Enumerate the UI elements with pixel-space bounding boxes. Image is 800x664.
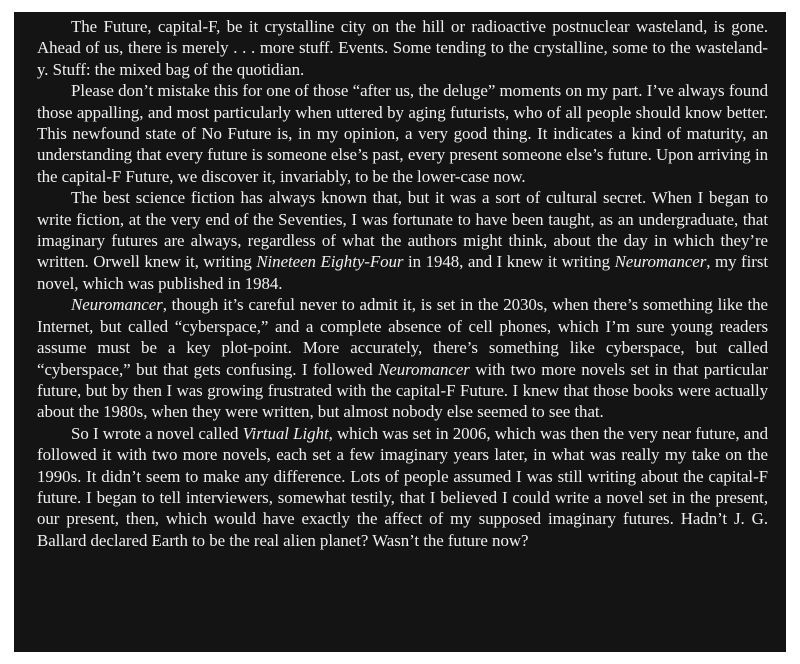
paragraph-text: So I wrote a novel called xyxy=(71,423,243,443)
italic-title-text: Neuromancer xyxy=(614,252,707,272)
italic-title-text: Nineteen Eighty-Four xyxy=(256,252,404,272)
paragraph-text: The Future, capital-F, be it crystalline city on the hill or radioactive postnuclear wasteland, is gone. Ahead of us, there is merely . . . more stuff. Events. Some tending to the crystalline, some to the wasteland-y. Stuff: the mixed bag of the quotidian. xyxy=(37,17,768,79)
paragraph-text: , which was set in 2006, which was then the very near future, and followed it with two more novels, each set a few imaginary years later, in what was really my take on the 1990s. It didn’t seem to make any difference. Lots of people assumed I was still writing about the capital-F future. I began to tell interviewers, somewhat testily, that I believed I could write a novel set in the present, our present, then, which would have exactly the affect of my supposed imaginary futures. Hadn’t J. G. Ballard declared Earth to be the real alien planet? Wasn’t the future now? xyxy=(37,423,768,550)
italic-title-text: Virtual Light xyxy=(242,423,329,443)
italic-title-text: Neuromancer xyxy=(378,359,470,379)
document-page xyxy=(14,12,786,652)
italic-title-text: Neuromancer xyxy=(71,295,163,315)
document-body xyxy=(37,16,768,551)
paragraph-text: Please don’t mistake this for one of those “after us, the deluge” moments on my part. I’ve always found those appalling, and most particularly when uttered by aging futurists, who of all people should know better. This newfound state of No Future is, in my opinion, a very good thing. It indicates a kind of maturity, an understanding that every future is someone else’s past, every present someone else’s future. Upon arriving in the capital-F Future, we discover it, invariably, to be the lower-case now. xyxy=(37,81,768,186)
paragraph xyxy=(37,423,768,551)
paragraph xyxy=(37,80,768,187)
paragraph-text: , though it’s careful never to admit it, is set in the 2030s, when there’s something like the Internet, but called “cyberspace,” and a complete absence of cell phones, which I’m sure young readers assume must be a key plot-point. More accurately, there’s something like cyberspace, but called “cyberspace,” but that gets confusing. I followed xyxy=(37,295,768,379)
paragraph xyxy=(37,16,768,80)
paragraph-text: The best science fiction has always known that, but it was a sort of cultural secret. When I began to write fiction, at the very end of the Seventies, I was fortunate to have been taught, as an undergraduate, that imaginary futures are always, regardless of what the authors might think, about the day in which they’re written. Orwell knew it, writing xyxy=(37,188,768,272)
paragraph xyxy=(37,294,768,422)
paragraph-text: with two more novels set in that particular future, but by then I was growing frustrated with the capital-F Future. I knew that those books were actually about the 1980s, when they were written, but almost nobody else seemed to see that. xyxy=(37,359,768,422)
paragraph-text: in 1948, and I knew it writing xyxy=(403,252,615,272)
paragraph-text: , my first novel, which was published in 1984. xyxy=(37,252,768,293)
paragraph xyxy=(37,187,768,294)
